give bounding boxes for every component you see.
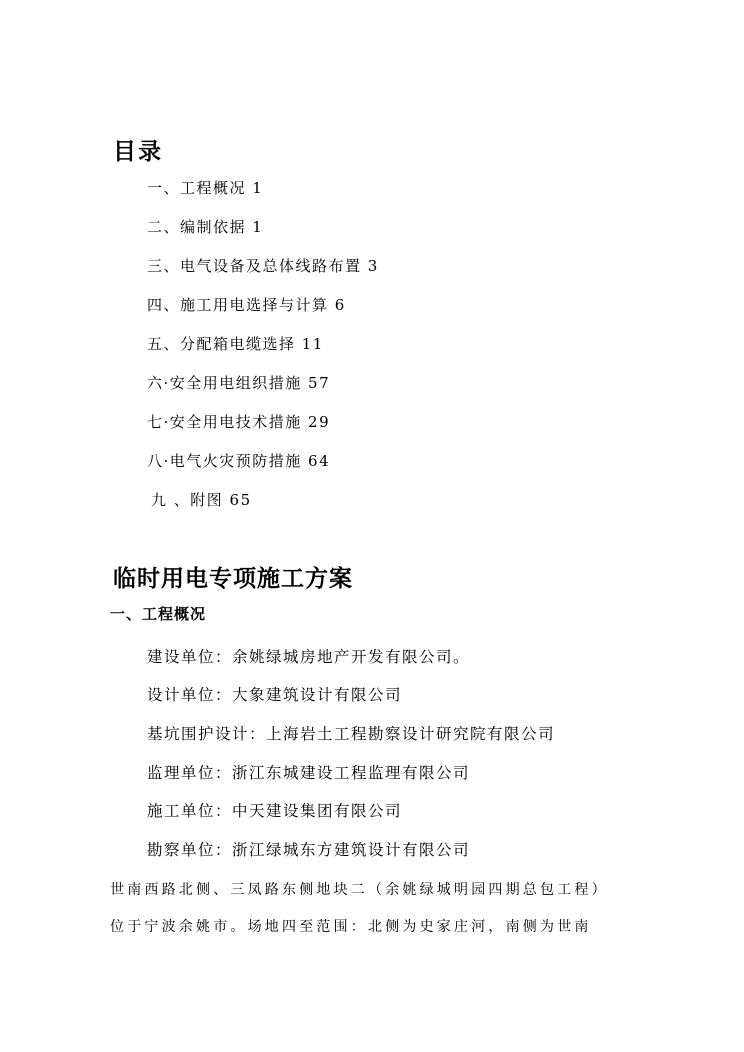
paragraph-line: 世南西路北侧、三凤路东侧地块二（余姚绿城明园四期总包工程） [110,882,609,898]
info-line: 监理单位：浙江东城建设工程监理有限公司 [147,764,471,782]
info-line: 勘察单位：浙江绿城东方建筑设计有限公司 [147,841,471,859]
info-line: 设计单位：大象建筑设计有限公司 [147,686,403,704]
toc-item: 四、施工用电选择与计算 6 [147,296,346,314]
toc-item: 二、编制依据 1 [147,218,264,236]
toc-item: 九 、附图 65 [151,491,252,509]
info-line: 建设单位：余姚绿城房地产开发有限公司。 [147,648,471,666]
toc-item: 八·电气火灾预防措施 64 [147,452,331,470]
toc-item: 六·安全用电组织措施 57 [147,374,331,392]
toc-item: 三、电气设备及总体线路布置 3 [147,257,379,275]
toc-item: 一、工程概况 1 [147,179,264,197]
info-line: 基坑围护设计：上海岩土工程勘察设计研究院有限公司 [147,725,556,743]
info-line: 施工单位：中天建设集团有限公司 [147,802,403,820]
toc-item: 七·安全用电技术措施 29 [147,413,331,431]
document-title: 临时用电专项施工方案 [113,566,353,592]
section-heading: 一、工程概况 [110,605,207,623]
toc-item: 五、分配箱电缆选择 11 [147,335,324,353]
toc-title: 目录 [113,139,163,165]
paragraph-line: 位于宁波余姚市。场地四至范围：北侧为史家庄河，南侧为世南 [110,919,592,935]
